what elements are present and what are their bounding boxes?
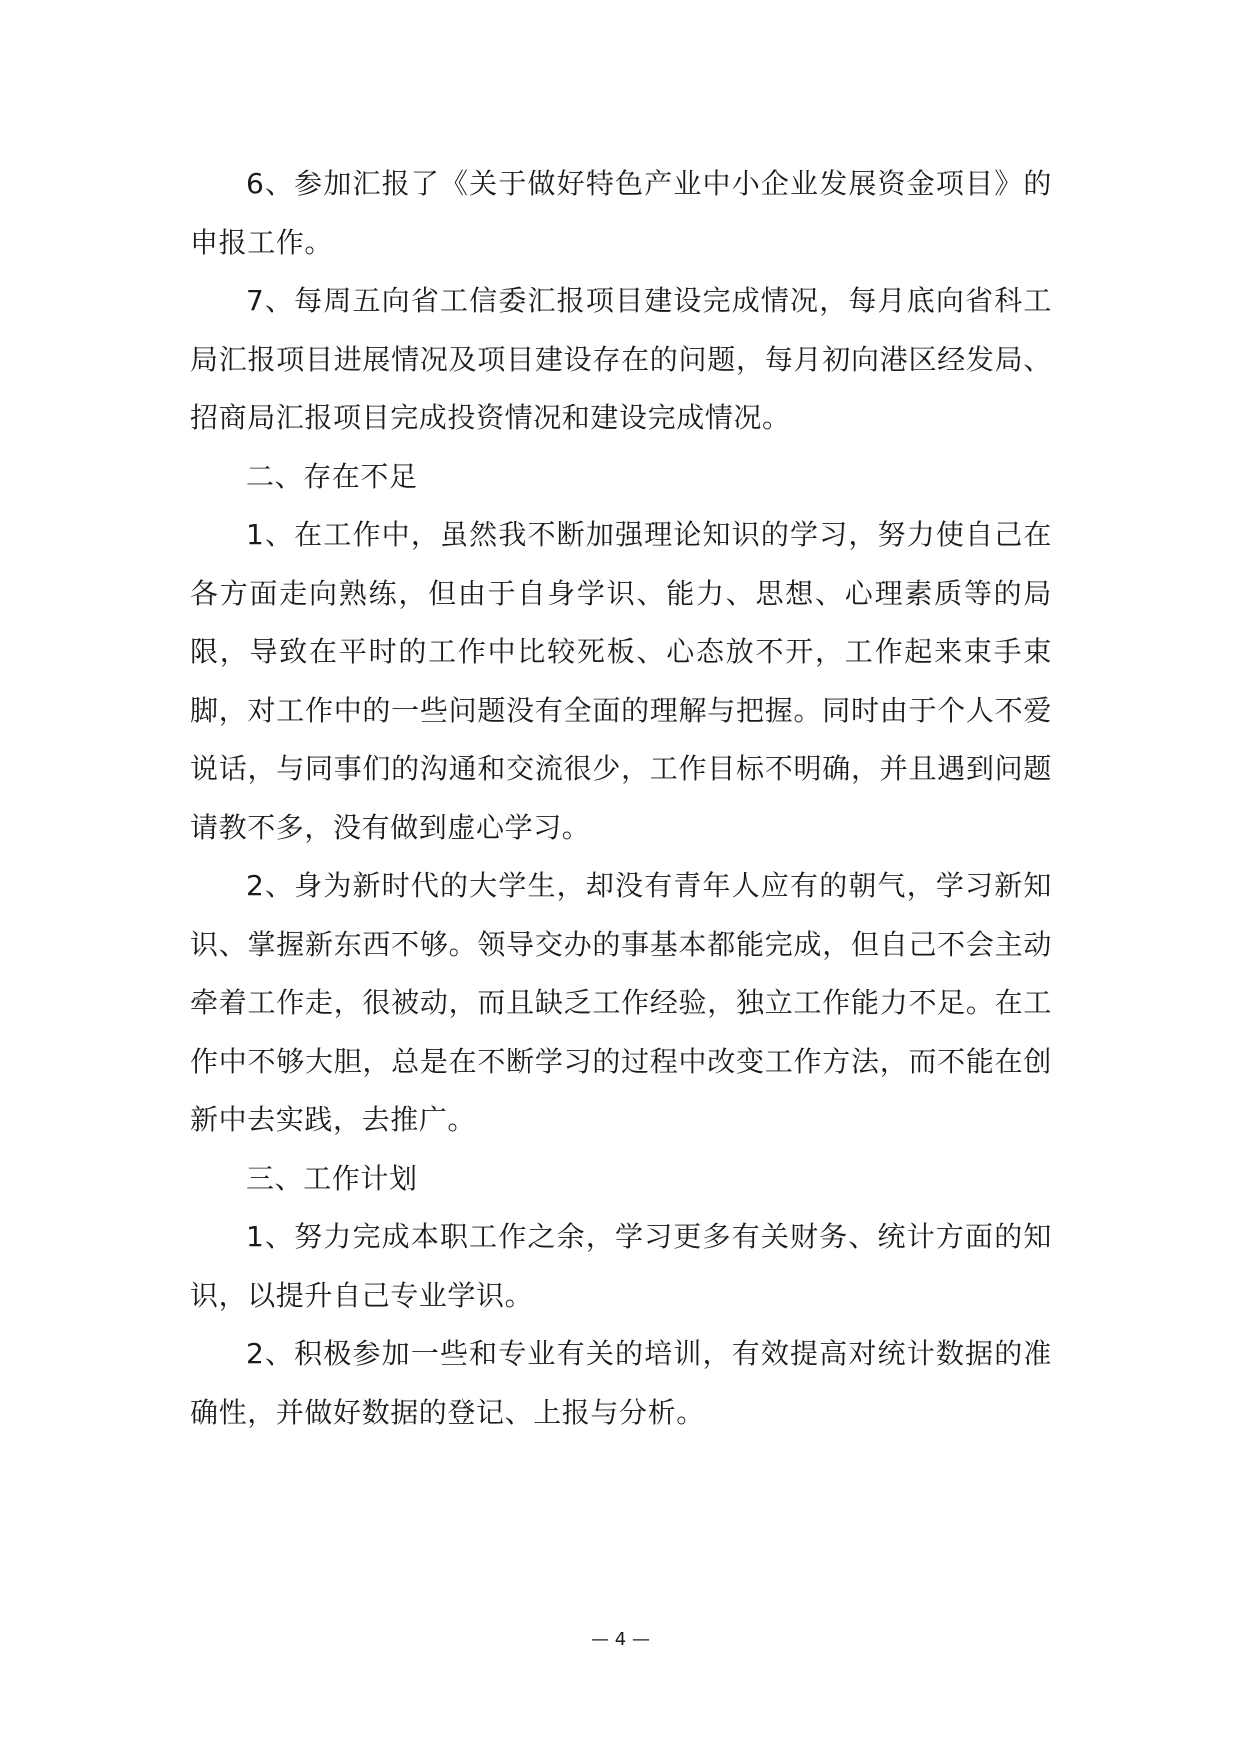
paragraph-shortcoming-2: 2、身为新时代的大学生，却没有青年人应有的朝气，学习新知识、掌握新东西不够。领导交办的事基本都能完成，但自己不会主动牵着工作走，很被动，而且缺乏工作经验，独立工作能力不足。在工作中不够大胆，总是在不断学习的过程中改变工作方法，而不能在创新中去实践，去推广。 bbox=[190, 869, 1052, 1136]
paragraph-shortcoming-1: 1、在工作中，虽然我不断加强理论知识的学习，努力使自己在各方面走向熟练，但由于自身学识、能力、思想、心理素质等的局限，导致在平时的工作中比较死板、心态放不开，工作起来束手束脚，对工作中的一些问题没有全面的理解与把握。同时由于个人不爱说话，与同事们的沟通和交流很少，工作目标不明确，并且遇到问题请教不多，没有做到虚心学习。 bbox=[190, 518, 1052, 844]
section-heading-work-plan: 三、工作计划 bbox=[246, 1161, 418, 1195]
paragraph-plan-1: 1、努力完成本职工作之余，学习更多有关财务、统计方面的知识，以提升自己专业学识。 bbox=[190, 1220, 1052, 1312]
paragraph-item-7: 7、每周五向省工信委汇报项目建设完成情况，每月底向省科工局汇报项目进展情况及项目建设存在的问题，每月初向港区经发局、招商局汇报项目完成投资情况和建设完成情况。 bbox=[190, 284, 1052, 434]
paragraph-item-6: 6、参加汇报了《关于做好特色产业中小企业发展资金项目》的申报工作。 bbox=[190, 167, 1052, 259]
section-heading-shortcomings: 二、存在不足 bbox=[246, 459, 418, 493]
paragraph-plan-2: 2、积极参加一些和专业有关的培训，有效提高对统计数据的准确性，并做好数据的登记、上报与分析。 bbox=[190, 1337, 1052, 1429]
document-body bbox=[190, 155, 1052, 1442]
page-number: — 4 — bbox=[591, 1629, 650, 1650]
